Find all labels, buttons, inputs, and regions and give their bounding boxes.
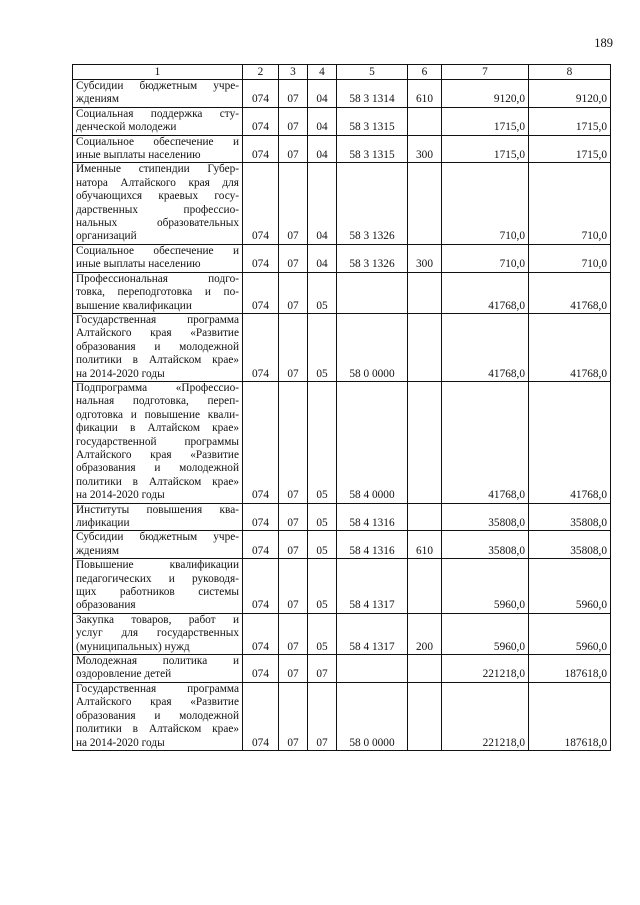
- header-cell: 4: [308, 65, 337, 80]
- table-row: [73, 655, 611, 683]
- section-code: 07: [279, 559, 308, 614]
- table-row: [73, 381, 611, 503]
- subsection-code: 04: [308, 135, 337, 163]
- row-name-line: на 2014-2020 годы: [76, 736, 165, 749]
- subsection-code: 05: [308, 503, 337, 531]
- amount-year-1: 710,0: [442, 163, 529, 244]
- subsection-code: 05: [308, 272, 337, 313]
- row-name-line: вышение квалификации: [76, 299, 192, 312]
- row-name-line: ждениям: [76, 544, 120, 557]
- ministry-code: 074: [243, 107, 279, 135]
- section-code: 07: [279, 531, 308, 559]
- subsection-code: 05: [308, 531, 337, 559]
- amount-year-1: 41768,0: [442, 272, 529, 313]
- row-name-line: Закупка товаров, работ и: [76, 613, 239, 626]
- expense-kind-code: [408, 381, 442, 503]
- row-name: [73, 559, 243, 614]
- table-row: [73, 613, 611, 654]
- ministry-code: 074: [243, 503, 279, 531]
- ministry-code: 074: [243, 80, 279, 108]
- row-name-line: лификации: [76, 517, 130, 529]
- amount-year-1: 35808,0: [442, 531, 529, 559]
- page-number: 189: [594, 36, 613, 50]
- row-name-line: Молодежная политика и: [76, 655, 239, 668]
- target-article-code: 58 3 1314: [337, 80, 408, 108]
- header-cell: 1: [73, 65, 243, 80]
- table-row: [73, 559, 611, 614]
- amount-year-2: 5960,0: [529, 613, 611, 654]
- subsection-code: 07: [308, 655, 337, 683]
- amount-year-1: 1715,0: [442, 107, 529, 135]
- target-article-code: 58 3 1326: [337, 163, 408, 244]
- expense-kind-code: [408, 272, 442, 313]
- expense-kind-code: [408, 682, 442, 750]
- amount-year-2: 187618,0: [529, 655, 611, 683]
- row-name-line: политики в Алтайском крае»: [76, 475, 239, 488]
- row-name-line: иные выплаты населению: [76, 258, 201, 271]
- row-name-line: Профессиональная подго-: [76, 272, 239, 285]
- row-name: [73, 381, 243, 503]
- target-article-code: 58 3 1326: [337, 244, 408, 272]
- amount-year-1: 41768,0: [442, 313, 529, 381]
- section-code: 07: [279, 80, 308, 108]
- table-row: [73, 682, 611, 750]
- table-row: [73, 313, 611, 381]
- table-row: [73, 531, 611, 559]
- ministry-code: 074: [243, 244, 279, 272]
- target-article-code: 58 0 0000: [337, 682, 408, 750]
- amount-year-2: 710,0: [529, 244, 611, 272]
- section-code: 07: [279, 163, 308, 244]
- expense-kind-code: 300: [408, 244, 442, 272]
- row-name-line: (муниципальных) нужд: [76, 640, 190, 653]
- subsection-code: 04: [308, 80, 337, 108]
- row-name-line: Субсидии бюджетным учре-: [76, 531, 239, 544]
- amount-year-2: 187618,0: [529, 682, 611, 750]
- target-article-code: 58 4 1317: [337, 613, 408, 654]
- header-cell: 5: [337, 65, 408, 80]
- header-cell: 3: [279, 65, 308, 80]
- expense-kind-code: 610: [408, 531, 442, 559]
- ministry-code: 074: [243, 531, 279, 559]
- amount-year-1: 1715,0: [442, 135, 529, 163]
- row-name-line: образования: [76, 599, 136, 612]
- expense-kind-code: [408, 163, 442, 244]
- subsection-code: 05: [308, 381, 337, 503]
- row-name-line: Социальная поддержка сту-: [76, 107, 239, 120]
- row-name: [73, 313, 243, 381]
- row-name-line: натора Алтайского края для: [76, 176, 239, 189]
- header-cell: 6: [408, 65, 442, 80]
- table-row: [73, 107, 611, 135]
- header-cell: 8: [529, 65, 611, 80]
- header-cell: 2: [243, 65, 279, 80]
- amount-year-2: 35808,0: [529, 503, 611, 531]
- amount-year-2: 1715,0: [529, 107, 611, 135]
- amount-year-2: 5960,0: [529, 559, 611, 614]
- row-name-line: образования и молодежной: [76, 709, 239, 722]
- row-name-line: Именные стипендии Губер-: [76, 163, 239, 176]
- amount-year-1: 5960,0: [442, 613, 529, 654]
- amount-year-1: 35808,0: [442, 503, 529, 531]
- expense-kind-code: 200: [408, 613, 442, 654]
- target-article-code: 58 4 1317: [337, 559, 408, 614]
- row-name: [73, 503, 243, 531]
- row-name: [73, 163, 243, 244]
- amount-year-2: 710,0: [529, 163, 611, 244]
- row-name-line: политики в Алтайском крае»: [76, 723, 239, 736]
- row-name-line: оздоровление детей: [76, 668, 172, 681]
- row-name-line: на 2014-2020 годы: [76, 489, 165, 502]
- subsection-code: 07: [308, 682, 337, 750]
- ministry-code: 074: [243, 613, 279, 654]
- ministry-code: 074: [243, 655, 279, 683]
- section-code: 07: [279, 244, 308, 272]
- target-article-code: 58 3 1315: [337, 135, 408, 163]
- row-name-line: на 2014-2020 годы: [76, 367, 165, 380]
- table-body: [73, 80, 611, 751]
- section-code: 07: [279, 381, 308, 503]
- amount-year-2: 35808,0: [529, 531, 611, 559]
- table-row: [73, 503, 611, 531]
- amount-year-2: 41768,0: [529, 313, 611, 381]
- row-name-line: щих работников системы: [76, 586, 239, 599]
- table-row: [73, 163, 611, 244]
- ministry-code: 074: [243, 135, 279, 163]
- row-name-line: нальных образовательных: [76, 217, 239, 230]
- expense-kind-code: [408, 655, 442, 683]
- row-name-line: Алтайского края «Развитие: [76, 448, 239, 461]
- row-name-line: государственной программы: [76, 435, 239, 448]
- budget-table: [72, 64, 611, 751]
- row-name-line: образования и молодежной: [76, 462, 239, 475]
- target-article-code: 58 4 1316: [337, 531, 408, 559]
- section-code: 07: [279, 682, 308, 750]
- target-article-code: 58 4 0000: [337, 381, 408, 503]
- header-cell: 7: [442, 65, 529, 80]
- row-name-line: дарственных профессио-: [76, 203, 239, 216]
- row-name-line: Подпрограмма «Профессио-: [76, 381, 239, 394]
- row-name-line: одготовка и повышение квали-: [76, 408, 239, 421]
- row-name: [73, 655, 243, 683]
- section-code: 07: [279, 655, 308, 683]
- row-name-line: Субсидии бюджетным учре-: [76, 80, 239, 92]
- row-name-line: иные выплаты населению: [76, 149, 201, 162]
- header-row: [73, 65, 611, 80]
- row-name-line: обучающихся краевых госу-: [76, 190, 239, 203]
- amount-year-2: 1715,0: [529, 135, 611, 163]
- section-code: 07: [279, 135, 308, 163]
- row-name-line: Алтайского края «Развитие: [76, 327, 239, 340]
- expense-kind-code: [408, 559, 442, 614]
- ministry-code: 074: [243, 163, 279, 244]
- target-article-code: [337, 272, 408, 313]
- row-name-line: услуг для государственных: [76, 627, 239, 640]
- amount-year-1: 9120,0: [442, 80, 529, 108]
- row-name-line: Алтайского края «Развитие: [76, 696, 239, 709]
- row-name-line: организаций: [76, 230, 137, 243]
- amount-year-1: 221218,0: [442, 682, 529, 750]
- row-name-line: образования и молодежной: [76, 340, 239, 353]
- amount-year-1: 5960,0: [442, 559, 529, 614]
- section-code: 07: [279, 503, 308, 531]
- row-name: [73, 272, 243, 313]
- target-article-code: 58 0 0000: [337, 313, 408, 381]
- amount-year-2: 41768,0: [529, 381, 611, 503]
- table-row: [73, 135, 611, 163]
- amount-year-1: 221218,0: [442, 655, 529, 683]
- row-name: [73, 613, 243, 654]
- row-name: [73, 682, 243, 750]
- table-row: [73, 272, 611, 313]
- amount-year-2: 9120,0: [529, 80, 611, 108]
- subsection-code: 04: [308, 244, 337, 272]
- subsection-code: 05: [308, 313, 337, 381]
- row-name-line: Государственная программа: [76, 313, 239, 326]
- row-name-line: Государственная программа: [76, 682, 239, 695]
- expense-kind-code: 300: [408, 135, 442, 163]
- row-name: [73, 107, 243, 135]
- row-name: [73, 244, 243, 272]
- row-name-line: денческой молодежи: [76, 121, 177, 134]
- row-name-line: Институты повышения ква-: [76, 503, 239, 516]
- expense-kind-code: 610: [408, 80, 442, 108]
- table-row: [73, 244, 611, 272]
- row-name: [73, 80, 243, 108]
- row-name-line: Повышение квалификации: [76, 559, 239, 572]
- subsection-code: 05: [308, 559, 337, 614]
- expense-kind-code: [408, 313, 442, 381]
- amount-year-2: 41768,0: [529, 272, 611, 313]
- row-name-line: товка, переподготовка и по-: [76, 286, 239, 299]
- section-code: 07: [279, 313, 308, 381]
- row-name: [73, 135, 243, 163]
- amount-year-1: 710,0: [442, 244, 529, 272]
- target-article-code: 58 4 1316: [337, 503, 408, 531]
- amount-year-1: 41768,0: [442, 381, 529, 503]
- section-code: 07: [279, 613, 308, 654]
- row-name-line: ждениям: [76, 93, 120, 106]
- section-code: 07: [279, 107, 308, 135]
- subsection-code: 04: [308, 107, 337, 135]
- row-name-line: педагогических и руководя-: [76, 572, 239, 585]
- expense-kind-code: [408, 503, 442, 531]
- subsection-code: 04: [308, 163, 337, 244]
- ministry-code: 074: [243, 313, 279, 381]
- target-article-code: [337, 655, 408, 683]
- ministry-code: 074: [243, 559, 279, 614]
- ministry-code: 074: [243, 682, 279, 750]
- target-article-code: 58 3 1315: [337, 107, 408, 135]
- row-name-line: нальная подготовка, переп-: [76, 395, 239, 408]
- row-name-line: Социальное обеспечение и: [76, 135, 239, 148]
- ministry-code: 074: [243, 381, 279, 503]
- ministry-code: 074: [243, 272, 279, 313]
- row-name-line: фикации в Алтайском крае»: [76, 422, 239, 435]
- row-name-line: политики в Алтайском крае»: [76, 354, 239, 367]
- table-row: [73, 80, 611, 108]
- expense-kind-code: [408, 107, 442, 135]
- row-name-line: Социальное обеспечение и: [76, 244, 239, 257]
- subsection-code: 05: [308, 613, 337, 654]
- section-code: 07: [279, 272, 308, 313]
- row-name: [73, 531, 243, 559]
